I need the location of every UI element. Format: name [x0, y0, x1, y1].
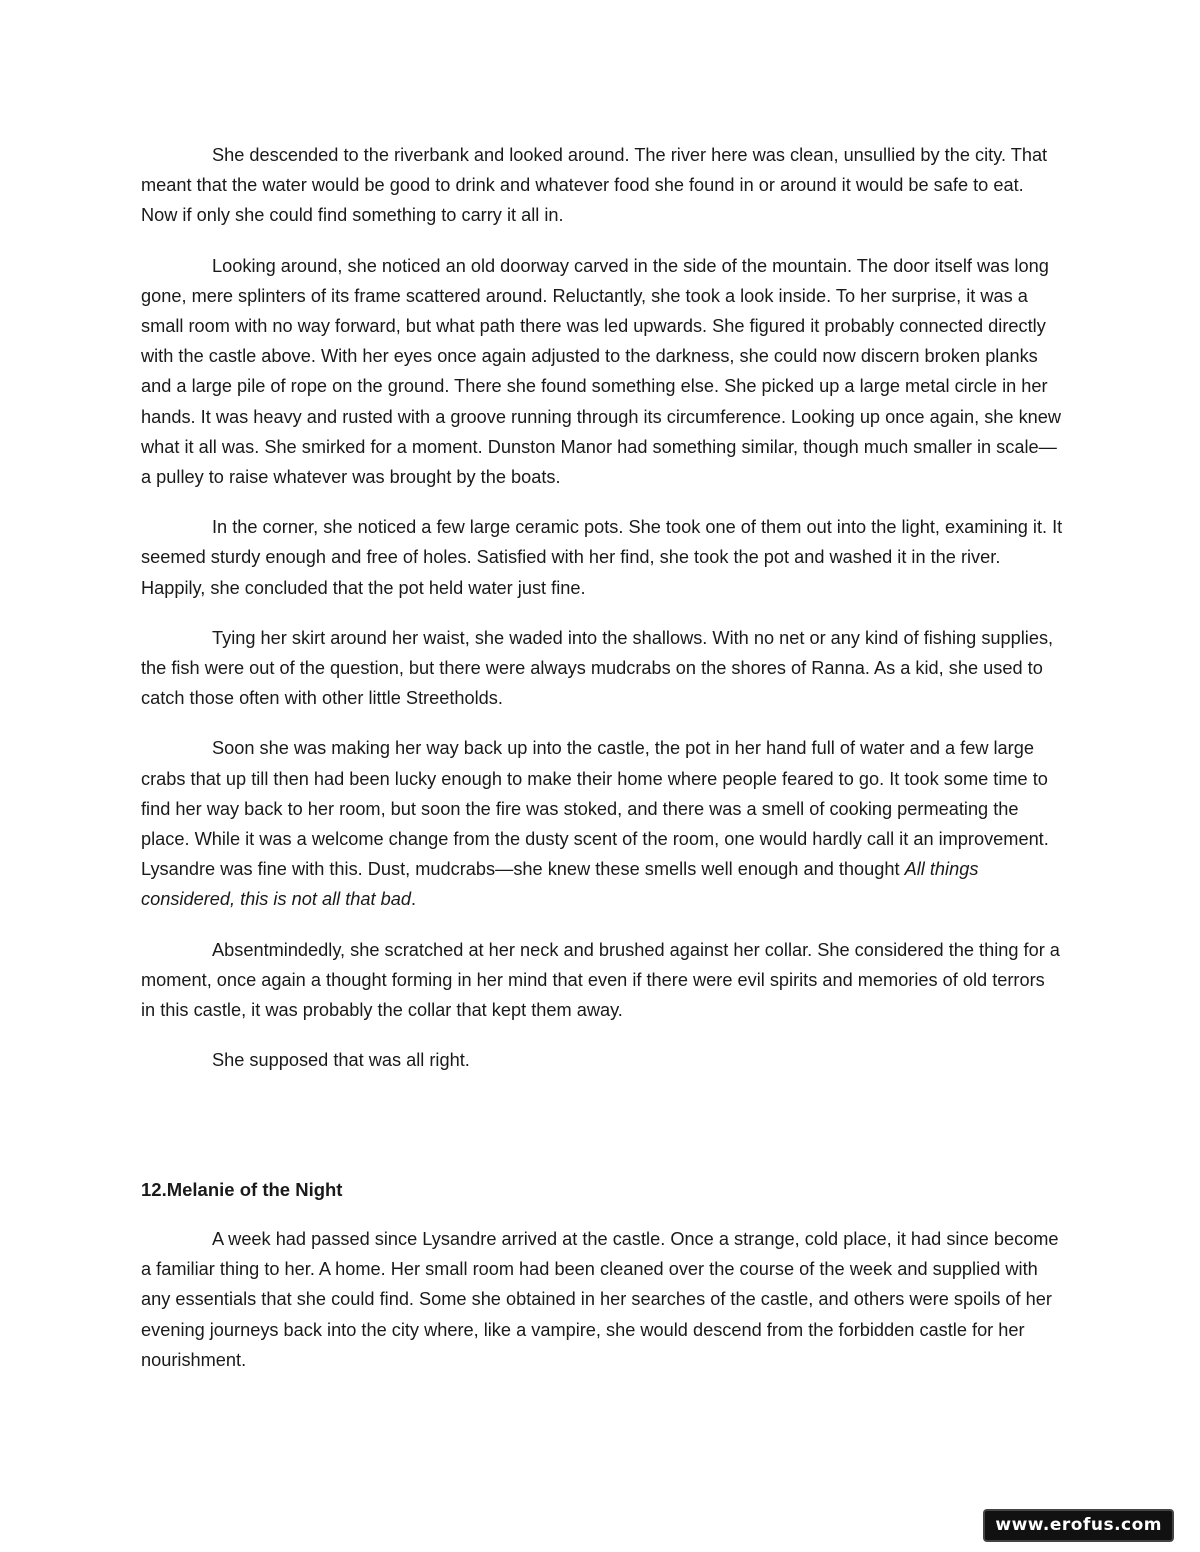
paragraph-ceramic-pots: In the corner, she noticed a few large ceramic pots. She took one of them out into the light, examining it. It seemed sturdy enough and free of holes. Satisfied with her find, she took the pot and washed it in the river. Happily, she concluded that the pot held water just fine.	[141, 517, 1063, 598]
paragraph-riverbank: She descended to the riverbank and looked around. The river here was clean, unsullied by the city. That meant that the water would be good to drink and whatever food she found in or around it would be safe to eat. Now if only she could find something to carry it all in.	[141, 145, 1048, 226]
story-body	[141, 140, 1063, 1075]
paragraph-back-to-castle-end: .	[410, 889, 417, 910]
watermark-logo: www.erofus.com	[985, 1511, 1172, 1540]
chapter-body	[141, 1224, 1063, 1395]
paragraph-doorway: Looking around, she noticed an old doorway carved in the side of the mountain. The door itself was long gone, mere splinters of its frame scattered around. Reluctantly, she took a look inside. To her surprise, it was a small room with no way forward, but what path there was led upwards. She figured it probably connected directly with the castle above. With her eyes once again adjusted to the darkness, she could now discern broken planks and a large pile of rope on the ground. There she found something else. She picked up a large metal circle in her hands. It was heavy and rusted with a groove running through its circumference. Looking up once again, she knew what it all was. She smirked for a moment. Dunston Manor had something similar, though much smaller in scale—a pulley to raise whatever was brought by the boats.	[141, 255, 1062, 488]
paragraph-all-right: She supposed that was all right.	[212, 1050, 470, 1071]
italic-thought: All things considered, this is not all that bad	[141, 859, 979, 910]
paragraph-back-to-castle-text: Soon she was making her way back up into the castle, the pot in her hand full of water and a few large crabs that up till then had been lucky enough to make their home where people feared to go. It took some time to find her way back to her room, but soon the fire was stoked, and there was a smell of cooking permeating the place. While it was a welcome change from the dusty scent of the room, one would hardly call it an improvement. Lysandre was fine with this. Dust, mudcrabs—she knew these smells well enough and thought	[141, 738, 1049, 880]
paragraph-shallows: Tying her skirt around her waist, she waded into the shallows. With no net or any kind of fishing supplies, the fish were out of the question, but there were always mudcrabs on the shores of Ranna. As a kid, she used to catch those often with other little Streetholds.	[141, 627, 1054, 709]
paragraph-week-passed: A week had passed since Lysandre arrived at the castle. Once a strange, cold place, it had since become a familiar thing to her. A home. Her small room had been cleaned over the course of the week and supplied with any essentials that she could find. Some she obtained in her searches of the castle, and others were spoils of her evening journeys back into the city where, like a vampire, she would descend from the forbidden castle for her nourishment.	[141, 1229, 1059, 1370]
paragraph-back-to-castle	[141, 733, 1063, 914]
paragraph-collar: Absentmindedly, she scratched at her neck and brushed against her collar. She considered the thing for a moment, once again a thought forming in her mind that even if there were evil spirits and memories of old terrors in this castle, it was probably the collar that kept them away.	[141, 939, 1060, 1021]
chapter-heading: 12.Melanie of the Night	[141, 1179, 343, 1200]
